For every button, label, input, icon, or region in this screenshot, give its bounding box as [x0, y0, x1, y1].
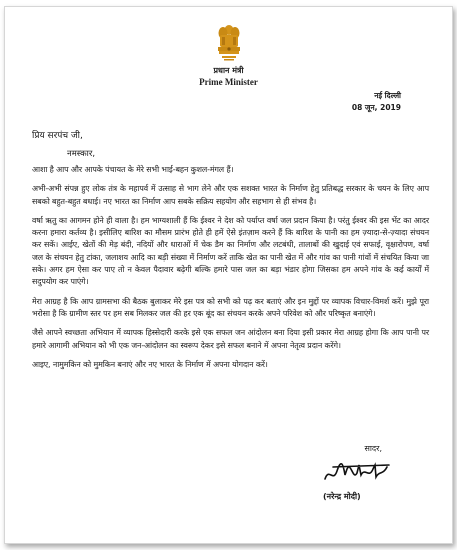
- paragraph: जैसे आपने स्वच्छता अभियान में व्यापक हिस्सेदारी करके इसे एक सफल जन आंदोलन बना दिया इसी प्रकार मेरा आग्रह होगा कि आप पानी पर हमारे आगामी अभियान को भी एक जन-आंदोलन का स्वरूप देकर इसे सफल बनाने में अपना नेतृत्व प्रदान करेंगे।: [32, 328, 429, 350]
- paragraph: आशा है आप और आपके पंचायत के मेरे सभी भाई-बहन कुशल-मंगल हैं।: [32, 165, 234, 174]
- paragraph: मेरा आग्रह है कि आप ग्रामसभा की बैठक बुलाकर मेरे इस पत्र को सभी को पढ़ कर बताएं और इन मुद्दों पर व्यापक विचार-विमर्श करें। मुझे पूरा भरोसा है कि ग्रामीण स्तर पर हम सब मिलकर जल की हर एक बूंद का संचयन करके अपने परिवेश को और परिष्कृत बनाएंगे।: [32, 296, 429, 318]
- signatory-name: (नरेन्द्र मोदी): [323, 492, 361, 501]
- paragraph: आइए, नामुमकिन को मुमकिन बनाएं और नए भारत के निर्माण में अपना योगदान करें।: [32, 359, 268, 369]
- office-title-hindi: प्रधान मंत्री: [213, 66, 244, 75]
- office-title-english: Prime Minister: [199, 77, 258, 87]
- letterhead: [5, 23, 452, 67]
- closing: सादर,: [364, 444, 382, 453]
- national-emblem-icon: [216, 23, 242, 63]
- signature: [323, 457, 393, 487]
- letter-date: 08 जून, 2019: [351, 103, 401, 112]
- letter-sheet: [4, 6, 453, 544]
- letter-place: नई दिल्ली: [374, 91, 401, 100]
- greeting: नमस्कार,: [67, 149, 96, 159]
- paragraph: वर्षा ऋतु का आगमन होने ही वाला है। हम भाग्यशाली हैं कि ईश्वर ने देश को पर्याप्त वर्षा जल प्रदान किया है। परंतु ईश्वर की इस भेंट का आदर करना हमारा कर्तव्य है। इसीलिए बारिश का मौसम प्रारंभ होते ही हमें ऐसे इंतज़ाम करने हैं कि बारिश के पानी का हम ज़्यादा-से-ज़्यादा संचयन कर सकें। आईए, खेतों की मेड़ बंदी, नदियों और धाराओं में चेक डैम का निर्माण और लटबंधी, तालाबों की खुदाई एवं सफाई, वृक्षारोपण, वर्षा जल के संचयन हेतु टांका, जलाशय आदि का बड़ी संख्या में निर्माण करें ताकि खेत का पानी खेत में और गांव का पानी गांवों में संचयित किया जा सके। अगर हम ऐसा कर पाए तो न केवल पैदावार बढ़ेगी बल्कि हमारे पास जल का बड़ा भंडार होगा जिसका हम अपने गांव के कई कार्यों में सदुपयोग कर पाएंगे।: [32, 215, 429, 287]
- paragraph: अभी-अभी संपन्न हुए लोक तंत्र के महापर्व में उत्साह से भाग लेने और एक सशक्त भारत के निर्माण हेतु प्रतिबद्ध सरकार के चयन के लिए आप सबको बहुत-बहुत बधाई। नए भारत का निर्माण आप सबके सक्रिय सहयोग और सहभाग से ही संभव है।: [32, 184, 429, 206]
- salutation: प्रिय सरपंच जी,: [32, 131, 83, 141]
- letter-body: [32, 164, 429, 378]
